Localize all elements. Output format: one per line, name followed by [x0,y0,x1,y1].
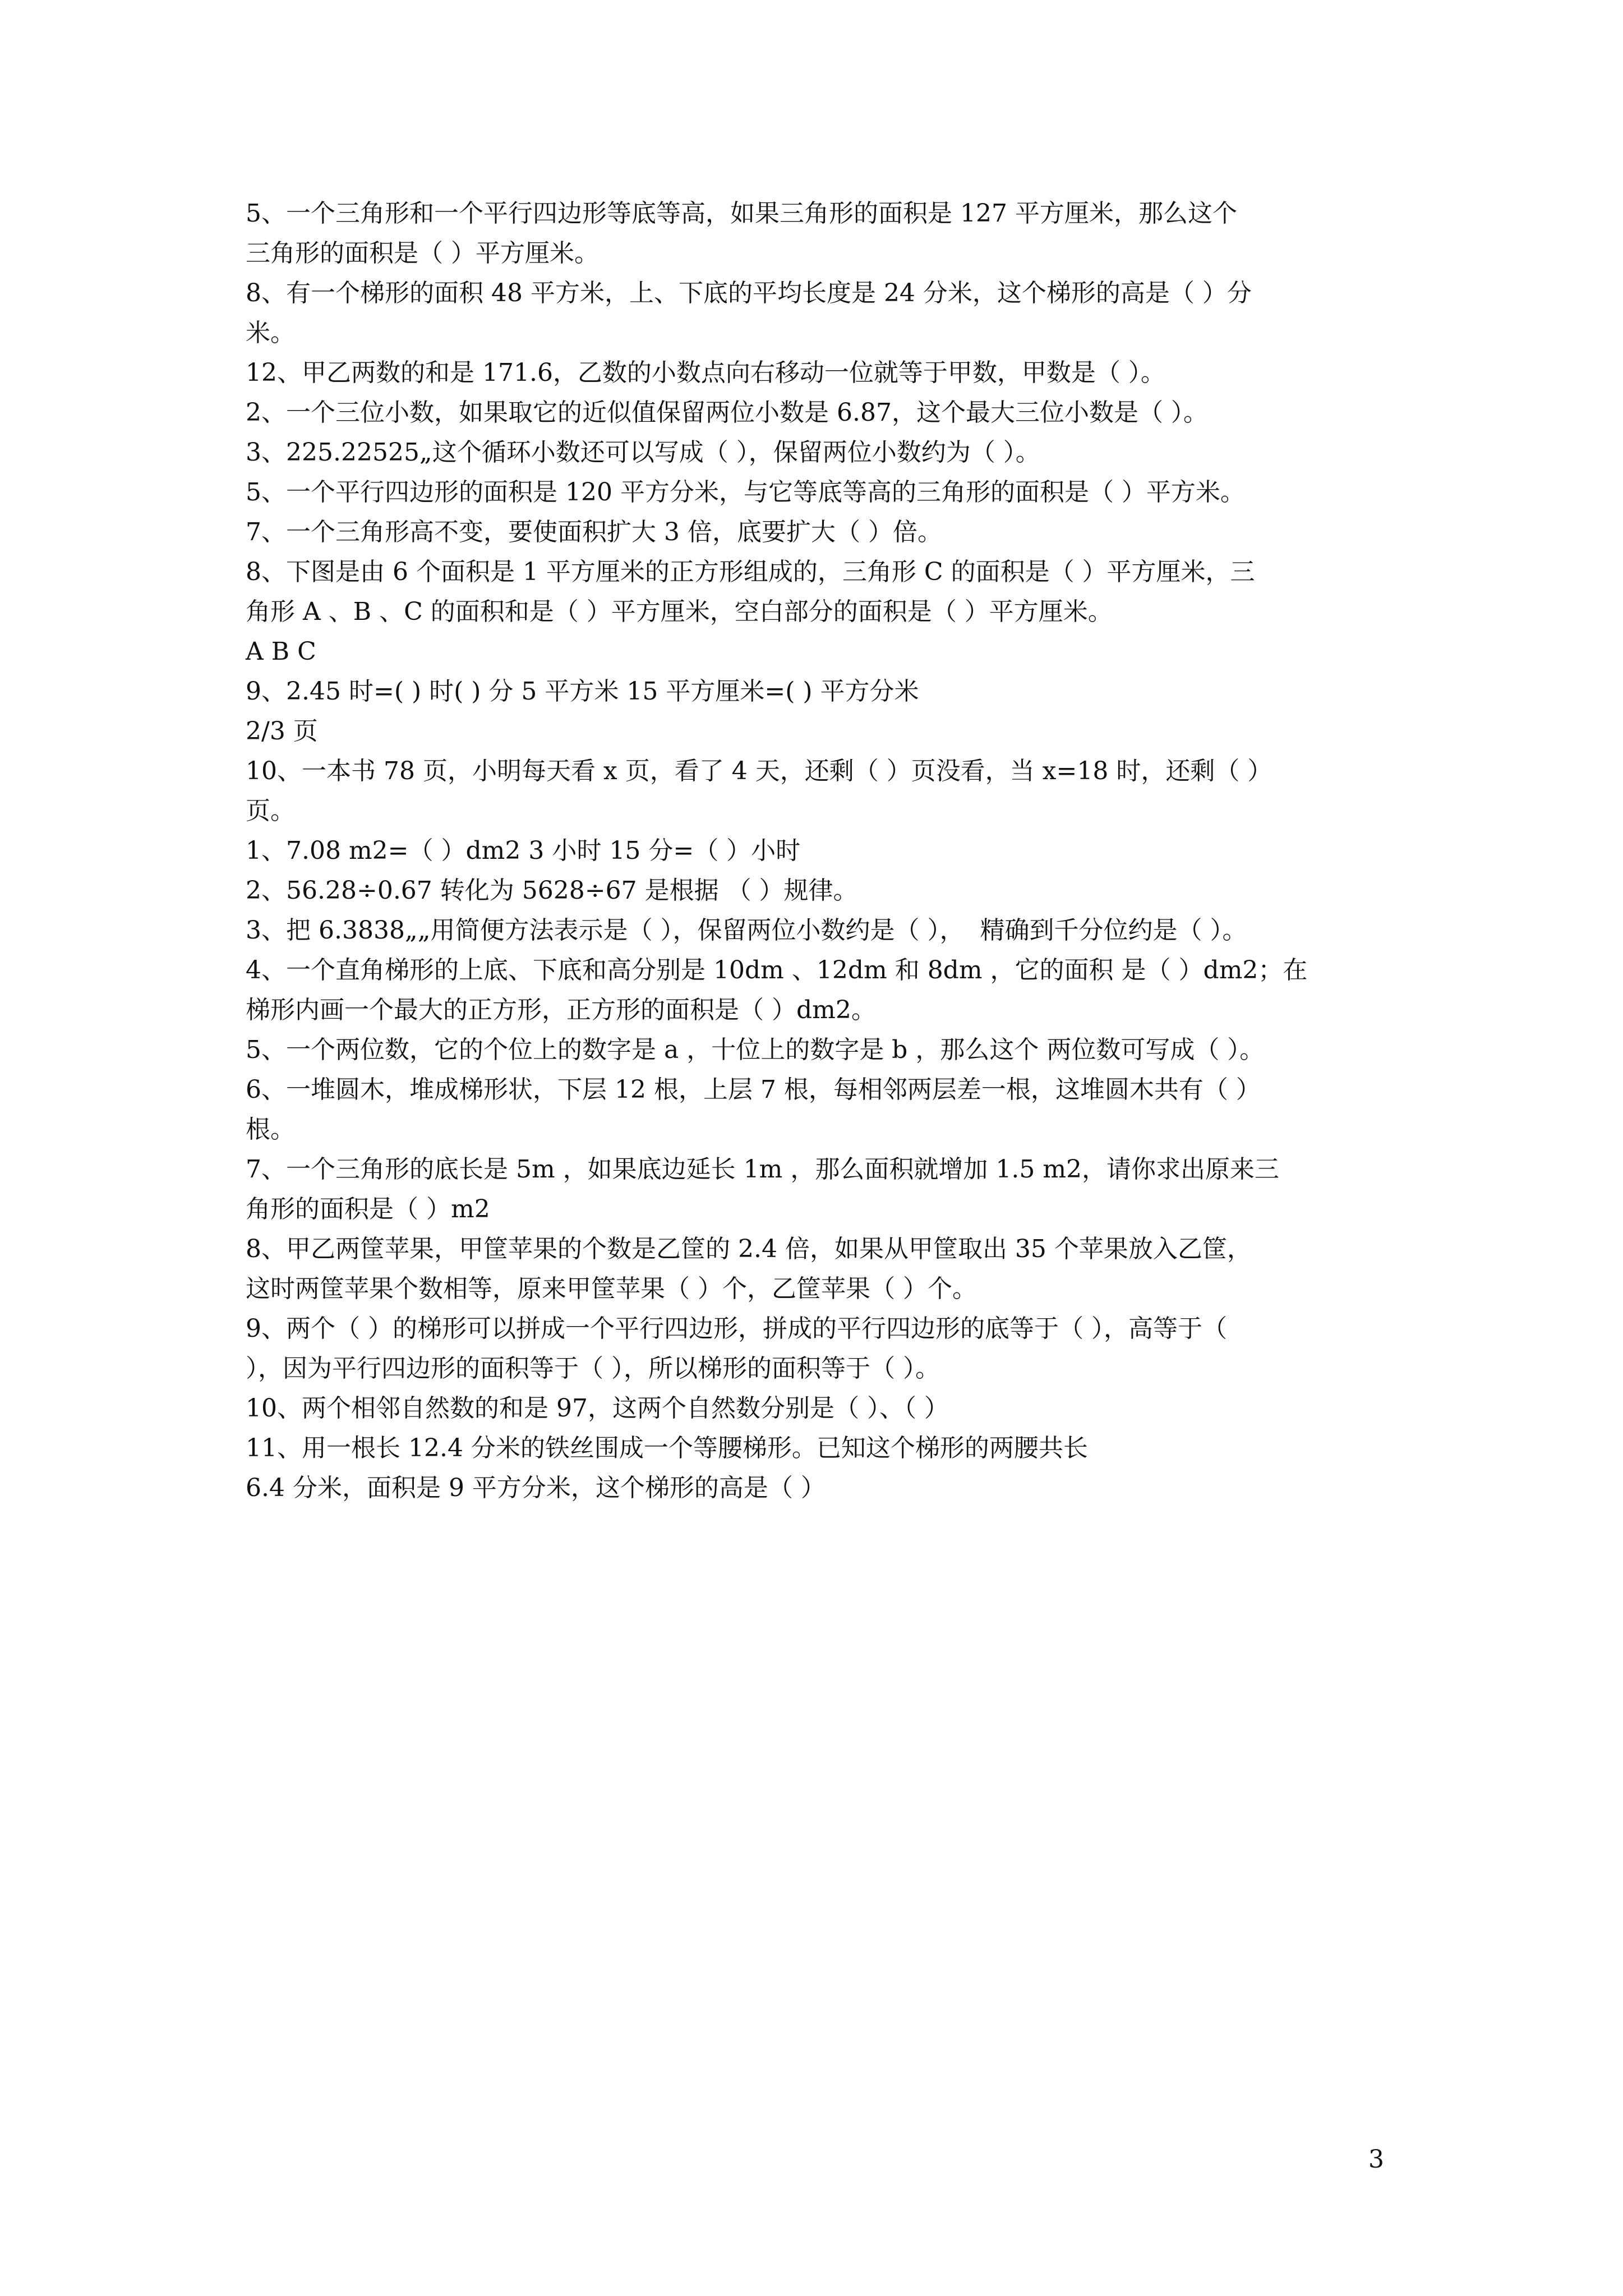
text-line: 根。 [246,1115,295,1144]
text-line: 1、7.08 m2=（ ）dm2 3 小时 15 分=（ ）小时 [246,836,801,865]
text-line: 8、有一个梯形的面积 48 平方米，上、下底的平均长度是 24 分米，这个梯形的高是（ ）分 [246,279,1252,307]
text-line: 2/3 页 [246,717,318,746]
text-line: ），因为平行四边形的面积等于（ ），所以梯形的面积等于（ ）。 [246,1354,940,1383]
text-line: 7、一个三角形的底长是 5m ，如果底边延长 1m ，那么面积就增加 1.5 m2，请你求出原来三 [246,1155,1280,1184]
text-line: 6.4 分米，面积是 9 平方分米，这个梯形的高是（ ） [246,1474,826,1502]
text-line: 11、用一根长 12.4 分米的铁丝围成一个等腰梯形。已知这个梯形的两腰共长 [246,1434,1088,1462]
text-line: 页。 [246,797,295,825]
page-number: 3 [1368,2145,1384,2174]
text-line: 三角形的面积是（ ）平方厘米。 [246,239,599,268]
text-line: 5、一个平行四边形的面积是 120 平方分米，与它等底等高的三角形的面积是（ ）平方米。 [246,478,1245,507]
text-line: A B C [246,637,316,666]
text-line: 梯形内画一个最大的正方形，正方形的面积是（ ）dm2。 [246,996,876,1024]
text-line: 7、一个三角形高不变，要使面积扩大 3 倍，底要扩大（ ）倍。 [246,518,942,546]
text-line: 12、甲乙两数的和是 171.6，乙数的小数点向右移动一位就等于甲数，甲数是（ ）。 [246,358,1165,387]
text-line: 9、两个（ ）的梯形可以拼成一个平行四边形，拼成的平行四边形的底等于（ ），高等于（ [246,1314,1227,1343]
text-line: 2、56.28÷0.67 转化为 5628÷67 是根据 （ ）规律。 [246,876,858,905]
text-line: 4、一个直角梯形的上底、下底和高分别是 10dm 、12dm 和 8dm ，它的面积 是（ ）dm2；在 [246,956,1308,984]
text-line: 5、一个三角形和一个平行四边形等底等高，如果三角形的面积是 127 平方厘米，那么这个 [246,199,1237,228]
text-line: 3、225.22525„这个循环小数还可以写成（ ），保留两位小数约为（ ）。 [246,438,1040,467]
text-line: 10、两个相邻自然数的和是 97，这两个自然数分别是（ ）、（ ） [246,1394,949,1423]
text-line: 2、一个三位小数，如果取它的近似值保留两位小数是 6.87，这个最大三位小数是（ ）。 [246,398,1208,427]
text-line: 角形的面积是（ ）m2 [246,1195,490,1223]
text-line: 5、一个两位数，它的个位上的数字是 a ，十位上的数字是 b ，那么这个 两位数可写成（ ）。 [246,1036,1265,1064]
text-line: 9、2.45 时=( ) 时( ) 分 5 平方米 15 平方厘米=( ) 平方分米 [246,677,919,706]
text-line: 6、一堆圆木，堆成梯形状，下层 12 根，上层 7 根，每相邻两层差一根，这堆圆木共有（ ） [246,1075,1261,1104]
question-list [246,194,1395,1508]
text-line: 8、下图是由 6 个面积是 1 平方厘米的正方形组成的，三角形 C 的面积是（ ）平方厘米，三 [246,558,1255,586]
text-line: 米。 [246,319,295,347]
text-line: 10、一本书 78 页，小明每天看 x 页，看了 4 天，还剩（ ）页没看，当 x=18 时，还剩（ ） [246,757,1272,785]
text-line: 8、甲乙两筐苹果，甲筐苹果的个数是乙筐的 2.4 倍，如果从甲筐取出 35 个苹果放入乙筐， [246,1235,1252,1263]
text-line: 3、把 6.3838„„用简便方法表示是（ ），保留两位小数约是（ ）， 精确到千分位约是（ ）。 [246,916,1247,945]
text-line: 这时两筐苹果个数相等，原来甲筐苹果（ ）个，乙筐苹果（ ）个。 [246,1274,977,1303]
text-line: 角形 A 、B 、C 的面积和是（ ）平方厘米，空白部分的面积是（ ）平方厘米。 [246,597,1113,626]
